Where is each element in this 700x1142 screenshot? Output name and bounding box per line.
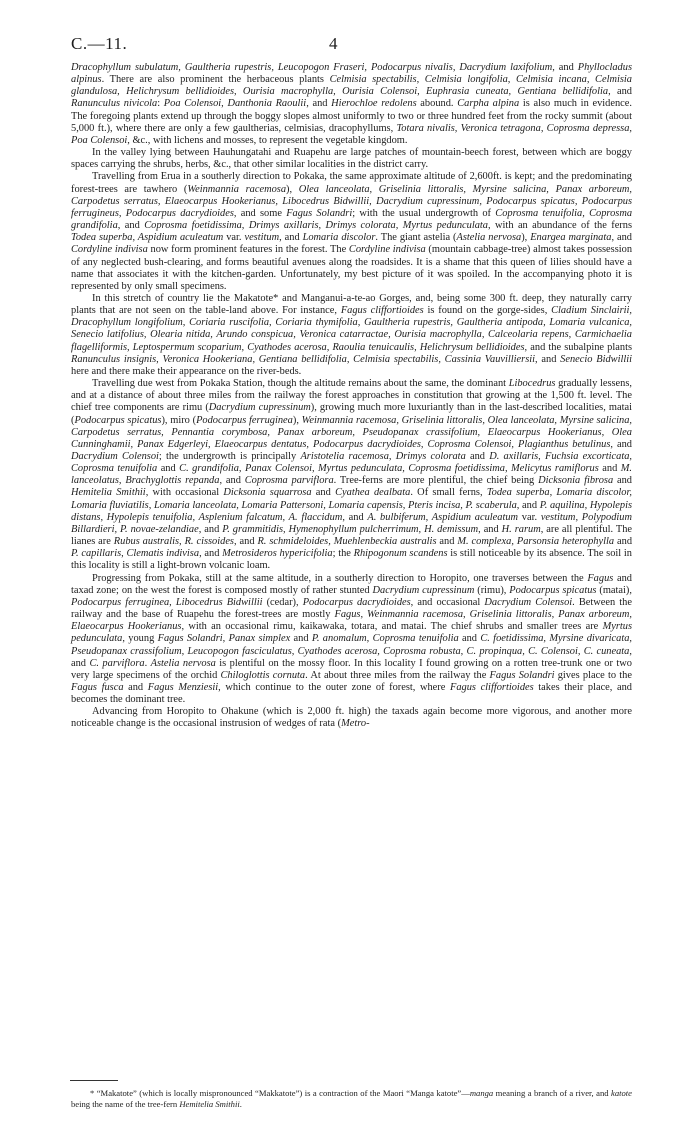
paragraph: Dracophyllum subulatum, Gaultheria rupestris, Leucopogon Fraseri, Podocarpus nivalis, Dacrydium laxifolium, and Phyllocladus alpinus. There are also prominent the herbaceous plants Celmisia spectabilis, Celmisia longifolia, Celmisia incana, Celmisia glandulosa, Helichrysum bellidioides, Ourisia macrophylla, Ourisia Colensoi, Euphrasia cuneata, Gentiana bellidifolia, and Ranunculus nivicola: Poa Colensoi, Danthonia Raoulii, and Hierochloe redolens abound. Carpha alpina is also much in evidence. The foregoing plants extend up through the boggy slopes almost uniformly to two or three hundred feet from the rocky summit (about 5,000 ft.), where there are only a few gaultherias, celmisias, dracophyllums, Totara nivalis, Veronica tetragona, Coprosma depressa, Poa Colensoi, &c., with lichens and mosses, to represent the vegetable kingdom. — [71, 62, 633, 146]
paragraph: Travelling from Erua in a southerly direction to Pokaka, the same approximate altitude of 2,600ft. is kept; and the predominating forest-trees are tawhero (Weinmannia racemosa), Olea lanceolata, Griselinia littoralis, Myrsine salicina, Panax arboreum, Carpodetus serratus, Elaeocarpus Hookerianus, Libocedrus Bidwillii, Dacrydium cupressinum, Podocarpus spicatus, Podocarpus ferrugineus, Podocarpus dacrydioides, and some Fagus Solandri; with the usual undergrowth of Coprosma tenuifolia, Coprosma grandifolia, and Coprosma foetidissima, Drimys axillaris, Drimys colorata, Myrtus pedunculata, with an abundance of the ferns Todea superba, Aspidium aculeatum var. vestitum, and Lomaria discolor. The giant astelia (Astelia nervosa), Enargea marginata, and Cordyline indivisa now form prominent features in the forest. The Cordyline indivisa (mountain cabbage-tree) almost takes possession of any neglected bush-clearing, and forms beautiful avenues along the roadsides. It is a shame that this queen of lilies should have a name that associates it with the kitchen-garden. Unfortunately, my best picture of it was spoiled. In the accompanying photo it is represented by only small specimens. — [71, 171, 633, 292]
footnote — [71, 1088, 632, 1110]
paragraph: Advancing from Horopito to Ohakune (which is 2,000 ft. high) the taxads again become more vigorous, and another more noticeable change is the occasional instrusion of wedges of rata (Metro- — [71, 706, 632, 730]
paragraph: Travelling due west from Pokaka Station, though the altitude remains about the same, the dominant Libocedrus gradually lessens, and at a distance of about three miles from the railway the forest approaches in constitution that growing at the 1,500 ft. level. The chief tree components are rimu (Dacrydium cupressinum), growing much more luxuriantly than in the last-described localities, matai (Podocarpus spicatus), miro (Podocarpus ferruginea), Weinmannia racemosa, Griselinia littoralis, Olea lanceolata, Myrsine salicina, Carpodetus serratus, Pennantia corymbosa, Panax arboreum, Pseudopanax crassifolium, Elaeocarpus Hookerianus, Olea Cunninghamii, Panax Edgerleyi, Elaeocarpus dentatus, Podocarpus dacrydioides, Coprosma Colensoi, Plagianthus betulinus, and Dacrydium Colensoi; the undergrowth is principally Aristotelia racemosa, Drimys colorata and D. axillaris, Fuchsia excorticata, Coprosma tenuifolia and C. grandifolia, Panax Colensoi, Myrtus pedunculata, Coprosma foetidissima, Melicytus ramiflorus and M. lanceolatus, Brachyglottis repanda, and Coprosma parviflora. Tree-ferns are more plentiful, the chief being Dicksonia fibrosa and Hemitelia Smithii, with occasional Dicksonia squarrosa and Cyathea dealbata. Of small ferns, Todea superba, Lomaria discolor, Lomaria fluviatilis, Lomaria lanceolata, Lomaria Pattersoni, Lomaria capensis, Pteris incisa, P. scaberula, and P. aquilina, Hypolepis distans, Hypolepis tenuifolia, Asplenium falcatum, A. flaccidum, and A. bulbiferum, Aspidium aculeatum var. vestitum, Polypodium Billardieri, P. novae-zelandiae, and P. grammitidis, Hymenophyllum pulcherrimum, H. demissum, and H. rarum, are all plentiful. The lianes are Rubus australis, R. cissoides, and R. schmideloides, Muehlenbeckia australis and M. complexa, Parsonsia heterophylla and P. capillaris, Clematis indivisa, and Metrosideros hypericifolia; the Rhipogonum scandens is still noticeable by its absence. The soil in this locality is still a light-brown volcanic loam. — [71, 378, 633, 572]
paragraph: In this stretch of country lie the Makatote* and Manganui-a-te-ao Gorges, and, being some 300 ft. deep, they naturally carry plants that are not seen on the table-land above. For instance, Fagus cliffortioides is found on the gorge-sides, Cladium Sinclairii, Dracophyllum longifolium, Coriaria ruscifolia, Coriaria thymifolia, Gaultheria rupestris, Gaultheria antipoda, Lomaria vulcanica, Senecio latifolius, Olearia nitida, Arundo conspicua, Veronica catarractae, Ourisia macrophylla, Calceolaria repens, Carmichaelia flagelliformis, Leptospermum scoparium, Cyathodes acerosa, Raoulia tenuicaulis, Helichrysum bellidioides, and the subalpine plants Ranunculus insignis, Veronica Hookeriana, Gentiana bellidifolia, Celmisia spectabilis, Cassinia Vauvilliersii, and Senecio Bidwillii here and there make their appearance on the river-beds. — [71, 292, 633, 377]
paragraph: In the valley lying between Hauhungatahi and Ruapehu are large patches of mountain-beech forest, between which are boggy spaces carrying the shrubs, herbs, &c., that other similar localities in the district carry. — [71, 147, 632, 171]
page-header — [71, 34, 631, 56]
document-reference: C.—11. — [71, 34, 128, 53]
page-number: 4 — [329, 34, 338, 53]
paragraph: Progressing from Pokaka, still at the same altitude, in a southerly direction to Horopito, one traverses between the Fagus and taxad zone; on the west the forest is composed mostly of rather stunted Dacrydium cupressinum (rimu), Podocarpus spicatus (matai), Podocarpus ferruginea, Libocedrus Bidwillii (cedar), Podocarpus dacrydioides, and occasional Dacrydium Colensoi. Between the railway and the base of Ruapehu the forest-trees are mostly Fagus, Weinmannia racemosa, Griselinia littoralis, Panax arboreum, Elaeocarpus Hookerianus, with an occasional rimu, kaikawaka, totara, and matai. The chief shrubs and smaller trees are Myrtus pedunculata, young Fagus Solandri, Panax simplex and P. anomalum, Coprosma tenuifolia and C. foetidissima, Myrsine divaricata, Pseudopanax crassifolium, Leucopogon fasciculatus, Cyathodes acerosa, Coprosma robusta, C. propinqua, C. Colensoi, C. cuneata, and C. parviflora. Astelia nervosa is plentiful on the mossy floor. In this locality I found growing on a rotten tree-trunk one or two very large specimens of the orchid Chiloglottis cornuta. At about three miles from the railway the Fagus Solandri gives place to the Fagus fusca and Fagus Menziesii, which continue to the outer zone of forest, where Fagus cliffortioides takes their place, and becomes the dominant tree. — [71, 572, 632, 706]
body-text — [71, 62, 632, 731]
footnote-text: * “Makatote” (which is locally mispronounced “Makkatote”) is a contraction of the Maori “Manga katote”—manga meaning a branch of a river, and katote being the name of the tree-fern Hemitelia Smithii. — [71, 1088, 632, 1109]
footnote-rule — [70, 1080, 118, 1081]
